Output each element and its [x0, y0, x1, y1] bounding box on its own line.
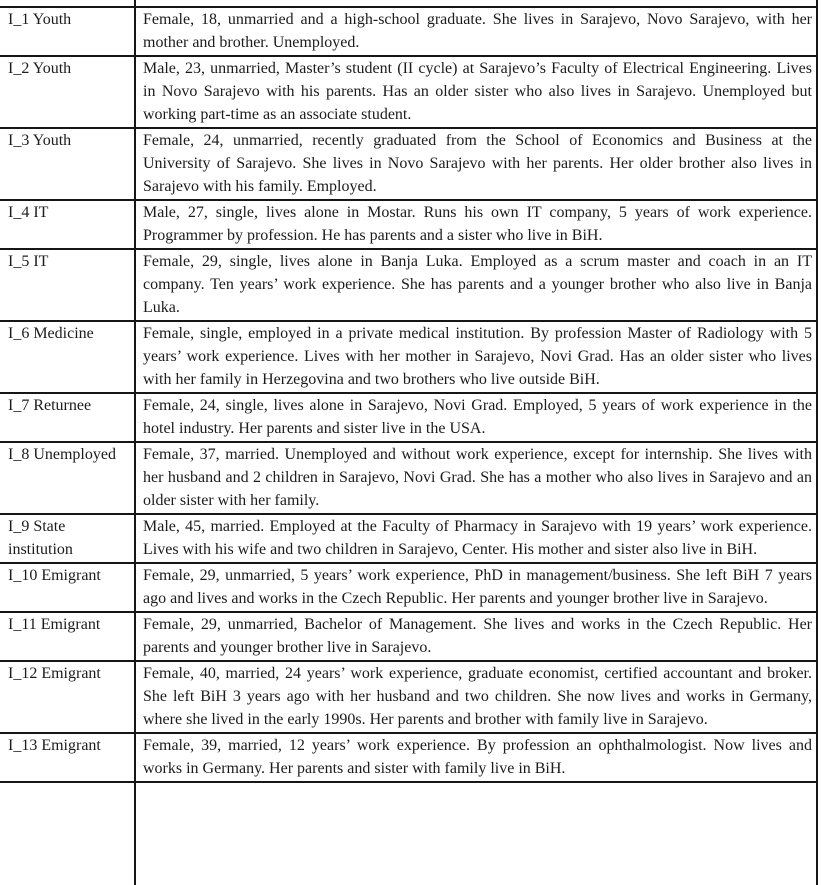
- table-row: [0, 514, 818, 563]
- column-divider-rule: [134, 0, 136, 885]
- interviewee-id: I_11 Emigrant: [0, 612, 135, 661]
- table-row: [0, 442, 818, 514]
- interviewee-description: Female, 29, single, lives alone in Banja Luka. Employed as a scrum master and coach in an IT company. Ten years’ work experience. She has parents and a younger brother who also live in Banja Luka.: [135, 249, 818, 321]
- interviewee-description: Female, 39, married, 12 years’ work experience. By profession an ophthalmologist. Now lives and works in Germany. Her parents and sister with family live in BiH.: [135, 733, 818, 782]
- interviewee-description: Female, 40, married, 24 years’ work experience, graduate economist, certified accountant and broker. She left BiH 3 years ago with her husband and two children. She now lives and works in Germany, where she lived in the early 1990s. Her parents and brother with family live in Sarajevo.: [135, 661, 818, 733]
- interviewee-id: I_10 Emigrant: [0, 563, 135, 612]
- interviewee-description: Female, 24, unmarried, recently graduated from the School of Economics and Business at the University of Sarajevo. She lives in Novo Sarajevo with her parents. Her older brother also lives in Sarajevo with his family. Employed.: [135, 128, 818, 200]
- interviewee-description: Female, 29, unmarried, Bachelor of Management. She lives and works in the Czech Republic. Her parents and younger brother live in Sarajevo.: [135, 612, 818, 661]
- interviewee-description: Female, 37, married. Unemployed and without work experience, except for internship. She lives with her husband and 2 children in Sarajevo, Novi Grad. She has a mother who also lives in Sarajevo and an older sister with her family.: [135, 442, 818, 514]
- interviewee-id: I_1 Youth: [0, 7, 135, 56]
- table-row: [0, 200, 818, 249]
- interviewee-profiles-table: [0, 6, 818, 783]
- table-row: [0, 612, 818, 661]
- interviewee-description: Female, 24, single, lives alone in Sarajevo, Novi Grad. Employed, 5 years of work experience in the hotel industry. Her parents and sister live in the USA.: [135, 393, 818, 442]
- interviewee-id: I_4 IT: [0, 200, 135, 249]
- interviewee-description: Female, single, employed in a private medical institution. By profession Master of Radiology with 5 years’ work experience. Lives with her mother in Sarajevo, Novi Grad. Has an older sister who lives with her family in Herzegovina and two brothers who live outside BiH.: [135, 321, 818, 393]
- table-row: [0, 249, 818, 321]
- table-row: [0, 661, 818, 733]
- table-row: [0, 563, 818, 612]
- interviewee-id: I_12 Emigrant: [0, 661, 135, 733]
- table-row: [0, 56, 818, 128]
- interviewee-id: I_2 Youth: [0, 56, 135, 128]
- table-row: [0, 393, 818, 442]
- table-row: [0, 128, 818, 200]
- interviewee-description: Female, 29, unmarried, 5 years’ work experience, PhD in management/business. She left BiH 7 years ago and lives and works in the Czech Republic. Her parents and younger brother live in Sarajevo.: [135, 563, 818, 612]
- interviewee-description: Male, 45, married. Employed at the Faculty of Pharmacy in Sarajevo with 19 years’ work experience. Lives with his wife and two children in Sarajevo, Center. His mother and sister also live in BiH.: [135, 514, 818, 563]
- interviewee-id: I_5 IT: [0, 249, 135, 321]
- table-row: [0, 733, 818, 782]
- table-right-border-rule: [816, 0, 818, 885]
- interviewee-description: Female, 18, unmarried and a high-school graduate. She lives in Sarajevo, Novo Sarajevo, with her mother and brother. Unemployed.: [135, 7, 818, 56]
- interviewee-id: I_3 Youth: [0, 128, 135, 200]
- interviewee-id: I_13 Emigrant: [0, 733, 135, 782]
- interviewee-id: I_9 State institution: [0, 514, 135, 563]
- interviewee-description: Male, 23, unmarried, Master’s student (II cycle) at Sarajevo’s Faculty of Electrical Engineering. Lives in Novo Sarajevo with his parents. Has an older sister who also lives in Sarajevo. Unemployed but working part-time as an associate student.: [135, 56, 818, 128]
- interviewee-id: I_8 Unemployed: [0, 442, 135, 514]
- interviewee-description: Male, 27, single, lives alone in Mostar. Runs his own IT company, 5 years of work experience. Programmer by profession. He has parents and a sister who live in BiH.: [135, 200, 818, 249]
- interviewee-id: I_6 Medicine: [0, 321, 135, 393]
- table-row: [0, 321, 818, 393]
- table-row: [0, 7, 818, 56]
- interviewee-id: I_7 Returnee: [0, 393, 135, 442]
